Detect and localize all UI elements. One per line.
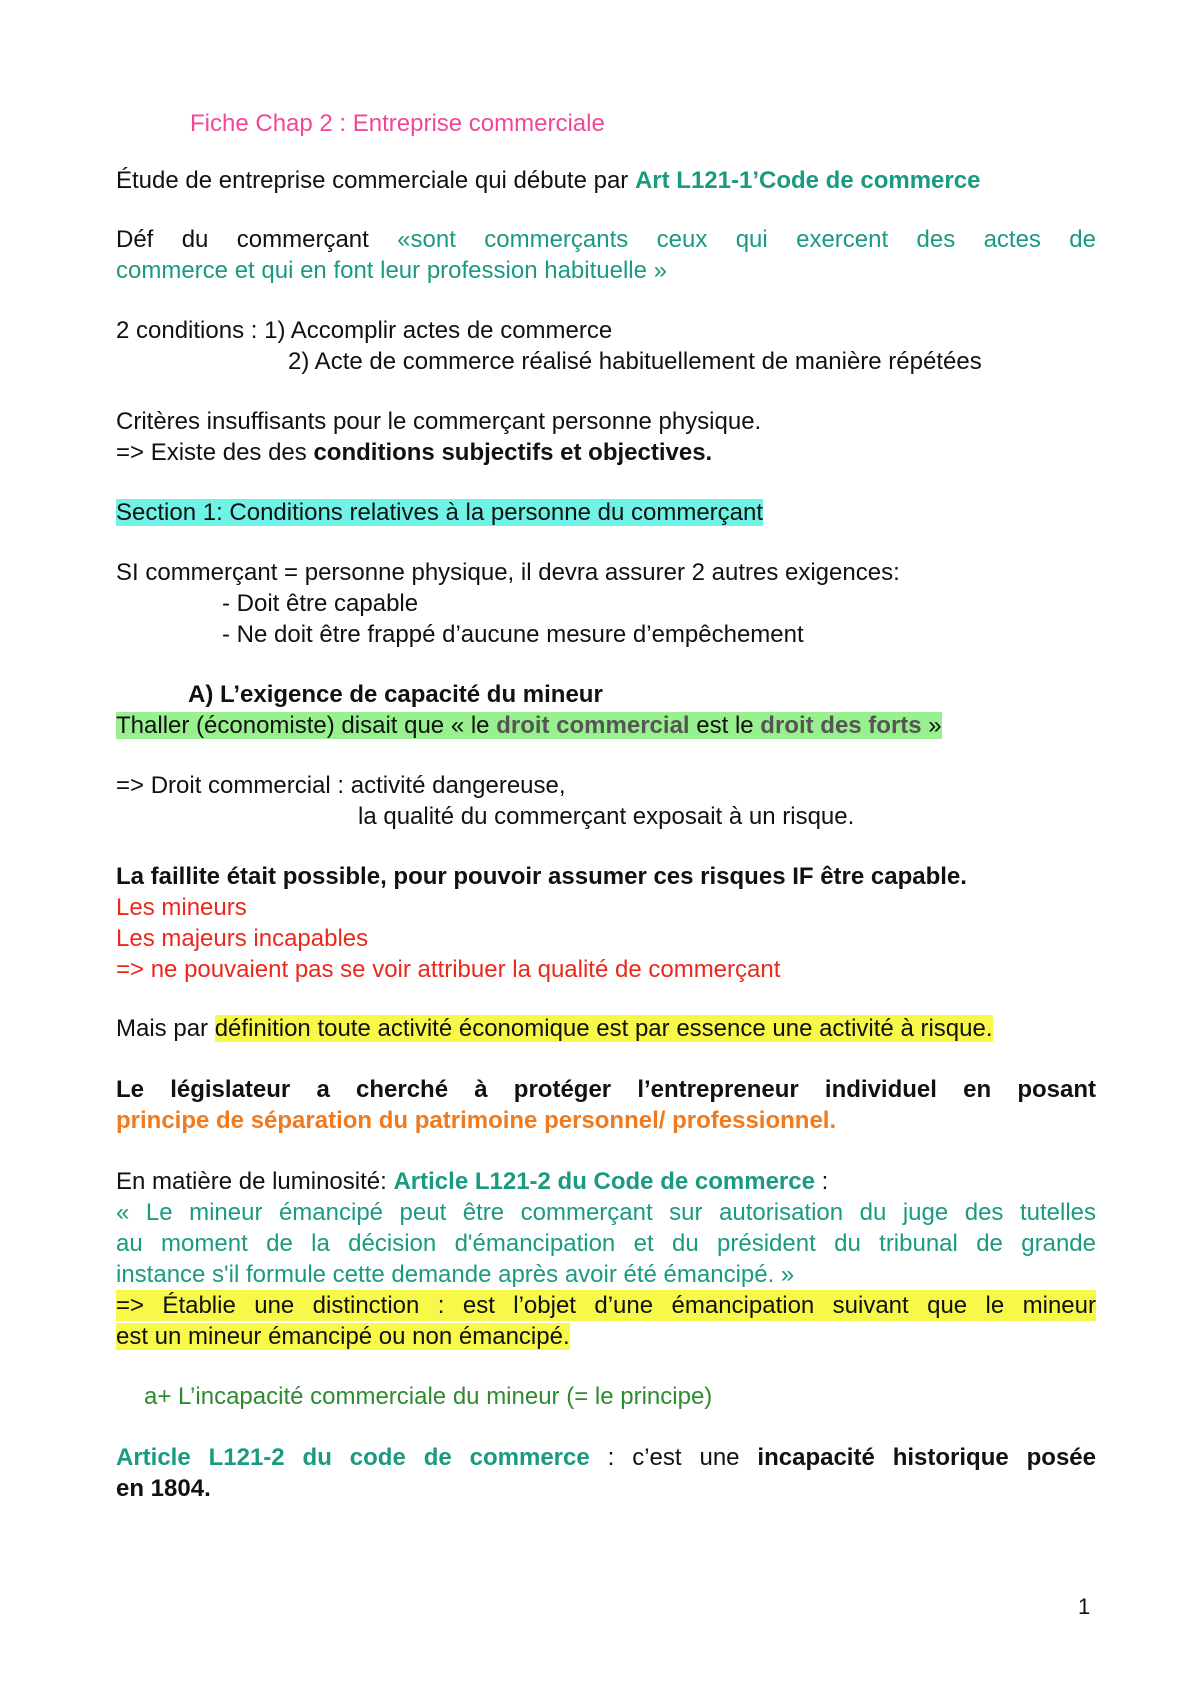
matiere-quote-2: au moment de la décision d'émancipation et du président du tribunal de grande xyxy=(116,1230,1096,1257)
thaller-quote xyxy=(116,710,1096,741)
mais-prefix: Mais par xyxy=(116,1015,215,1042)
definition-line-1 xyxy=(116,224,1096,255)
intro-article-ref: Art L121-1’Code de commerce xyxy=(634,167,981,194)
definition-quote-2: commerce et qui en font leur profession habituelle » xyxy=(116,257,667,284)
thaller-text-2: est le xyxy=(689,712,761,739)
thaller-text-1: Thaller (économiste) disait que « le xyxy=(116,712,497,739)
criteria-line-2 xyxy=(116,437,1096,468)
physical-item-2: - Ne doit être frappé d’aucune mesure d’empêchement xyxy=(222,621,804,648)
article-final-ref: Article L121-2 du code de commerce xyxy=(116,1444,590,1471)
faillite-bold: La faillite était possible, pour pouvoir assumer ces risques IF être capable. xyxy=(116,863,967,890)
criteria-line-1: Critères insuffisants pour le commerçant personne physique. xyxy=(116,408,762,435)
matiere-highlight-2-line xyxy=(116,1321,1096,1352)
faillite-red-3: => ne pouvaient pas se voir attribuer la qualité de commerçant xyxy=(116,956,781,983)
physical-item-1: - Doit être capable xyxy=(222,590,419,617)
definition-label: Déf du commerçant xyxy=(116,226,398,253)
article-final-mid: : c’est une xyxy=(589,1444,758,1471)
page-title: Fiche Chap 2 : Entreprise commerciale xyxy=(190,110,605,137)
intro-paragraph xyxy=(116,165,1096,196)
legislateur-line-2: principe de séparation du patrimoine personnel/ professionnel. xyxy=(116,1107,837,1134)
thaller-bold-2: droit des forts xyxy=(760,712,922,739)
mais-paragraph xyxy=(116,1013,1096,1044)
section-1-label: Section 1: Conditions relatives à la personne du commerçant xyxy=(116,499,764,526)
thaller-bold-1: droit commercial xyxy=(496,712,690,739)
page-number: 1 xyxy=(1078,1594,1091,1619)
droit-line-1: => Droit commercial : activité dangereuse, xyxy=(116,772,566,799)
mais-highlight: définition toute activité économique est par essence une activité à risque. xyxy=(214,1015,993,1042)
faillite-red-2: Les majeurs incapables xyxy=(116,925,369,952)
article-final-bold-1: incapacité historique posée xyxy=(757,1444,1096,1471)
thaller-highlight xyxy=(116,712,942,739)
heading-a: A) L’exigence de capacité du mineur xyxy=(188,681,603,708)
criteria-bold: conditions subjectifs et objectives. xyxy=(313,439,713,466)
conditions-line-1: 2 conditions : 1) Accomplir actes de commerce xyxy=(116,317,613,344)
physical-line-1: SI commerçant = personne physique, il devra assurer 2 autres exigences: xyxy=(116,559,900,586)
matiere-intro xyxy=(116,1166,1096,1197)
criteria-prefix: => Existe des des xyxy=(116,439,314,466)
legislateur-line-1: Le législateur a cherché à protéger l’entrepreneur individuel en posant xyxy=(116,1076,1096,1103)
matiere-quote-3: instance s'il formule cette demande après avoir été émancipé. » xyxy=(116,1261,795,1288)
droit-line-2: la qualité du commerçant exposait à un risque. xyxy=(358,803,855,830)
article-final-bold-2: en 1804. xyxy=(116,1475,211,1502)
definition-quote-1: «sont commerçants ceux qui exercent des actes de xyxy=(397,226,1096,253)
matiere-article-ref: Article L121-2 du Code de commerce xyxy=(393,1168,815,1195)
section-1-heading xyxy=(116,497,1096,528)
matiere-highlight-1: => Établie une distinction : est l’objet d’une émancipation suivant que le mineur xyxy=(116,1292,1096,1319)
matiere-quote-1: « Le mineur émancipé peut être commerçant sur autorisation du juge des tutelles xyxy=(116,1199,1096,1226)
conditions-line-2: 2) Acte de commerce réalisé habituellement de manière répétées xyxy=(288,348,982,375)
matiere-suffix: : xyxy=(814,1168,829,1195)
thaller-text-3: » xyxy=(921,712,942,739)
intro-text: Étude de entreprise commerciale qui débute par xyxy=(116,167,635,194)
matiere-highlight-2: est un mineur émancipé ou non émancipé. xyxy=(116,1323,570,1350)
article-final-line-1 xyxy=(116,1442,1096,1473)
subheading-a-plus: a+ L’incapacité commerciale du mineur (= le principe) xyxy=(144,1383,713,1410)
faillite-red-1: Les mineurs xyxy=(116,894,247,921)
matiere-prefix: En matière de luminosité: xyxy=(116,1168,394,1195)
